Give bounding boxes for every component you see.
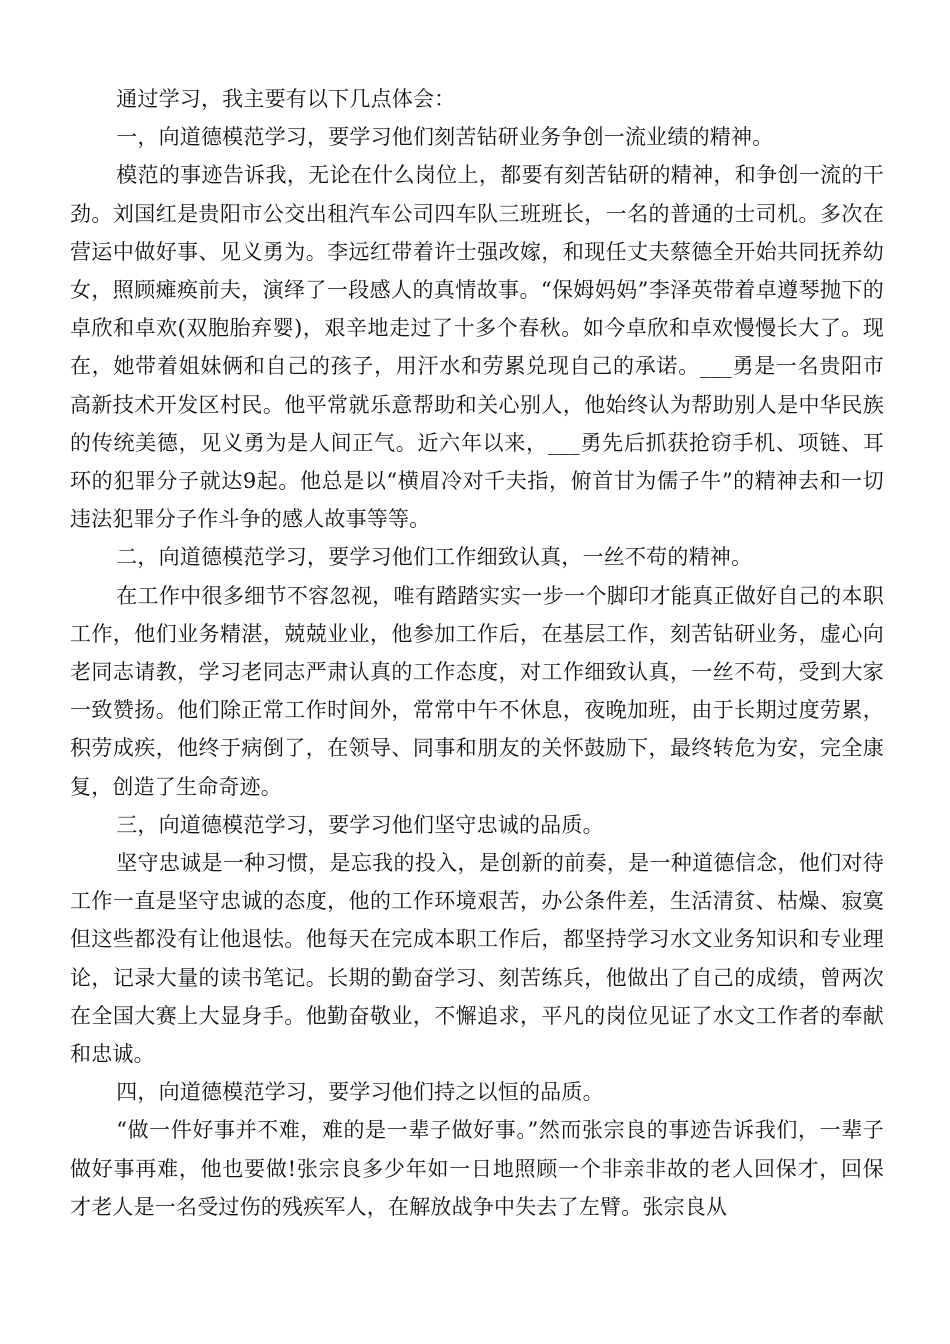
point-two-body: 在工作中很多细节不容忽视，唯有踏踏实实一步一个脚印才能真正做好自己的本职工作，他们业务精湛，兢兢业业，他参加工作后，在基层工作，刻苦钻研业务，虚心向老同志请教，学习老同志严肃认真的工作态度，对工作细致认真，一丝不苟，受到大家一致赞扬。他们除正常工作时间外，常常中午不休息，夜晚加班，由于长期过度劳累，积劳成疾，他终于病倒了，在领导、同事和朋友的关怀鼓励下，最终转危为安，完全康复，创造了生命奇迹。 (70, 583, 884, 799)
point-two-heading: 二，向道德模范学习，要学习他们工作细致认真，一丝不苟的精神。 (116, 545, 753, 570)
document-body (70, 80, 884, 1226)
intro-paragraph: 通过学习，我主要有以下几点体会： (116, 87, 456, 111)
point-four-heading: 四，向道德模范学习，要学习他们持之以恒的品质。 (116, 1080, 604, 1105)
point-one-body: 模范的事迹告诉我，无论在什么岗位上，都要有刻苦钻研的精神，和争创一流的干劲。刘国红是贵阳市公交出租汽车公司四车队三班班长，一名的普通的士司机。多次在营运中做好事、见义勇为。李远红带着许士强改嫁，和现任丈夫蔡德全开始共同抚养幼女，照顾瘫痪前夫，演绎了一段感人的真情故事。“保姆妈妈”李泽英带着卓遵琴抛下的卓欣和卓欢(双胞胎弃婴)，艰辛地走过了十多个春秋。如今卓欣和卓欢慢慢长大了。现在，她带着姐妹俩和自己的孩子，用汗水和劳累兑现自己的承诺。___勇是一名贵阳市高新技术开发区村民。他平常就乐意帮助和关心别人，他始终认为帮助别人是中华民族的传统美德，见义勇为是人间正气。近六年以来，___勇先后抓获抢窃手机、项链、耳环的犯罪分子就达9起。他总是以“横眉冷对千夫指，俯首甘为儒子牛”的精神去和一切违法犯罪分子作斗争的感人故事等等。 (70, 163, 884, 532)
point-one-heading: 一，向道德模范学习，要学习他们刻苦钻研业务争创一流业绩的精神。 (116, 125, 774, 150)
point-three-body: 坚守忠诚是一种习惯，是忘我的投入，是创新的前奏，是一种道德信念，他们对待工作一直是坚守忠诚的态度，他的工作环境艰苦，办公条件差，生活清贫、枯燥、寂寞但这些都没有让他退怯。他每天在完成本职工作后，都坚持学习水文业务知识和专业理论，记录大量的读书笔记。长期的勤奋学习、刻苦练兵，他做出了自己的成绩，曾两次在全国大赛上大显身手。他勤奋敬业，不懈追求，平凡的岗位见证了水文工作者的奉献和忠诚。 (70, 851, 884, 1067)
point-three-heading: 三，向道德模范学习，要学习他们坚守忠诚的品质。 (116, 812, 604, 837)
point-four-body: “做一件好事并不难，难的是一辈子做好事。”然而张宗良的事迹告诉我们，一辈子做好事再难，他也要做!张宗良多少年如一日地照顾一个非亲非故的老人回保才，回保才老人是一名受过伤的残疾军人，在解放战争中失去了左臂。张宗良从 (70, 1118, 884, 1219)
